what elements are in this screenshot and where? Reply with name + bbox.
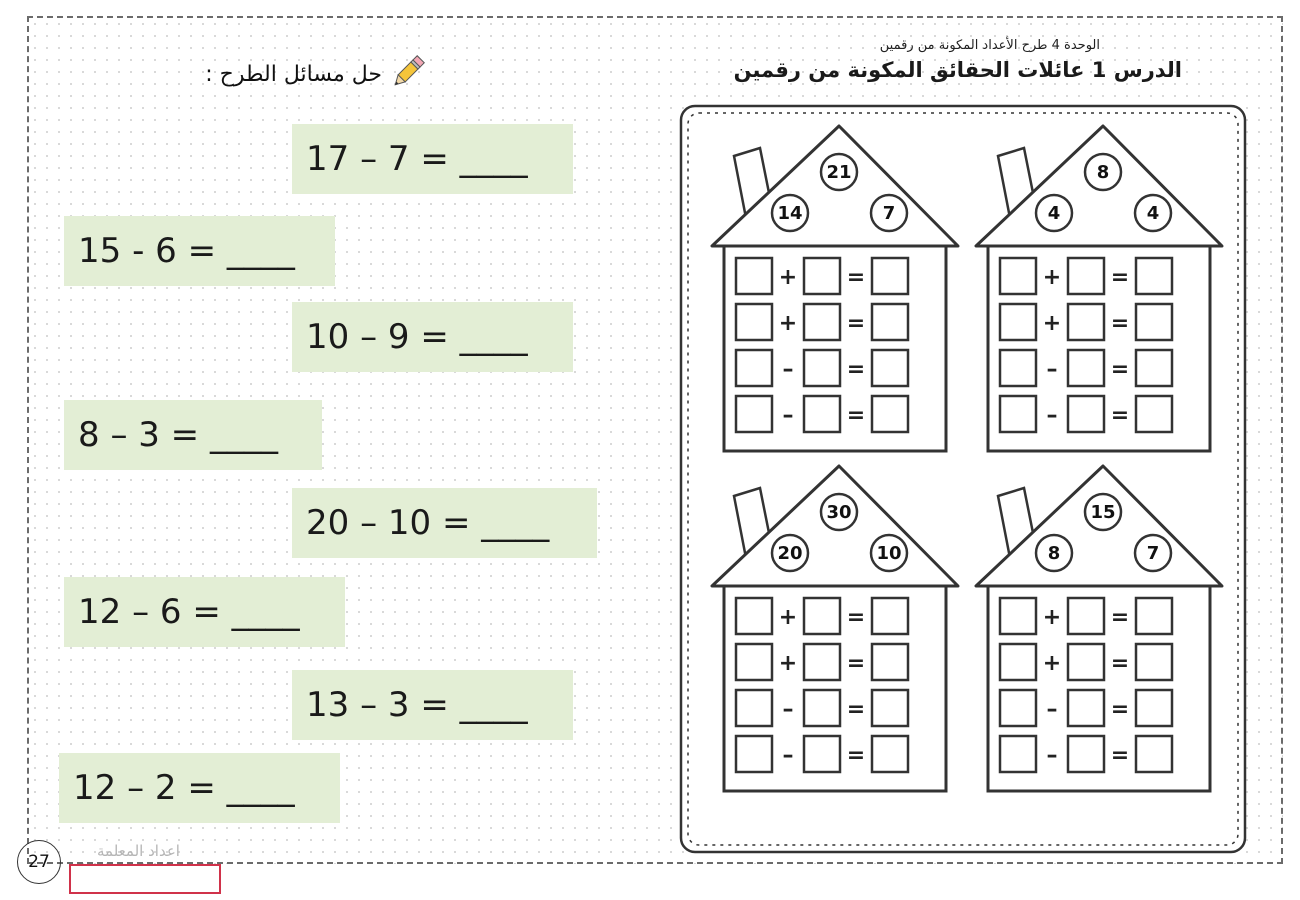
house-number-left: 14: [777, 203, 803, 224]
equals-sign: =: [846, 357, 866, 382]
addend-box[interactable]: [804, 690, 840, 726]
fact-family-houses: [672, 98, 1254, 860]
addend-box[interactable]: [804, 644, 840, 680]
page-number: 27: [17, 840, 61, 884]
instruction-text: حل مسائل الطرح :: [205, 62, 382, 87]
house-number-top: 30: [826, 502, 852, 523]
subtraction-problem[interactable]: 12 – 6 = ____: [64, 577, 345, 647]
operator-sign: +: [778, 651, 798, 676]
house-number-top: 15: [1090, 502, 1116, 523]
house-number-left: 20: [777, 543, 803, 564]
addend-box[interactable]: [1000, 644, 1036, 680]
addend-box[interactable]: [736, 598, 772, 634]
equals-sign: =: [846, 265, 866, 290]
equals-sign: =: [1110, 357, 1130, 382]
operator-sign: –: [782, 697, 794, 722]
addend-box[interactable]: [736, 644, 772, 680]
sum-box[interactable]: [872, 736, 908, 772]
addend-box[interactable]: [1068, 644, 1104, 680]
instruction: [150, 56, 440, 96]
equals-sign: =: [846, 697, 866, 722]
subtraction-problem[interactable]: 12 – 2 = ____: [59, 753, 340, 823]
sum-box[interactable]: [872, 690, 908, 726]
house-number-top: 8: [1096, 162, 1110, 183]
house-number-left: 4: [1047, 203, 1061, 224]
addend-box[interactable]: [1068, 258, 1104, 294]
addend-box[interactable]: [1000, 258, 1036, 294]
equals-sign: =: [1110, 605, 1130, 630]
sum-box[interactable]: [1136, 736, 1172, 772]
operator-sign: –: [1046, 357, 1058, 382]
addend-box[interactable]: [736, 350, 772, 386]
operator-sign: +: [1042, 605, 1062, 630]
addend-box[interactable]: [736, 736, 772, 772]
addend-box[interactable]: [1000, 736, 1036, 772]
sum-box[interactable]: [1136, 258, 1172, 294]
operator-sign: –: [782, 743, 794, 768]
equals-sign: =: [846, 651, 866, 676]
subtraction-problem[interactable]: 10 – 9 = ____: [292, 302, 573, 372]
subtraction-problem[interactable]: 13 – 3 = ____: [292, 670, 573, 740]
sum-box[interactable]: [1136, 304, 1172, 340]
sum-box[interactable]: [1136, 598, 1172, 634]
addend-box[interactable]: [804, 396, 840, 432]
pencil-icon: [388, 52, 428, 92]
addend-box[interactable]: [1068, 690, 1104, 726]
operator-sign: –: [782, 357, 794, 382]
operator-sign: –: [1046, 743, 1058, 768]
house-number-top: 21: [826, 162, 852, 183]
sum-box[interactable]: [1136, 350, 1172, 386]
operator-sign: +: [1042, 651, 1062, 676]
equals-sign: =: [1110, 265, 1130, 290]
sum-box[interactable]: [872, 304, 908, 340]
house-number-right: 4: [1146, 203, 1160, 224]
house-number-right: 7: [882, 203, 896, 224]
house-number-right: 7: [1146, 543, 1160, 564]
addend-box[interactable]: [1000, 350, 1036, 386]
equals-sign: =: [846, 743, 866, 768]
addend-box[interactable]: [736, 258, 772, 294]
addend-box[interactable]: [804, 350, 840, 386]
addend-box[interactable]: [1068, 304, 1104, 340]
addend-box[interactable]: [1068, 598, 1104, 634]
equals-sign: =: [846, 311, 866, 336]
name-box[interactable]: [69, 864, 221, 894]
addend-box[interactable]: [1068, 736, 1104, 772]
house-number-left: 8: [1047, 543, 1061, 564]
equals-sign: =: [1110, 403, 1130, 428]
addend-box[interactable]: [1000, 304, 1036, 340]
equals-sign: =: [846, 605, 866, 630]
sum-box[interactable]: [872, 258, 908, 294]
addend-box[interactable]: [736, 690, 772, 726]
subtraction-problem[interactable]: 17 – 7 = ____: [292, 124, 573, 194]
equals-sign: =: [1110, 743, 1130, 768]
addend-box[interactable]: [1000, 598, 1036, 634]
sum-box[interactable]: [1136, 644, 1172, 680]
addend-box[interactable]: [1068, 396, 1104, 432]
operator-sign: –: [1046, 697, 1058, 722]
addend-box[interactable]: [804, 736, 840, 772]
operator-sign: +: [778, 265, 798, 290]
addend-box[interactable]: [1000, 396, 1036, 432]
equals-sign: =: [1110, 311, 1130, 336]
sum-box[interactable]: [872, 598, 908, 634]
subtraction-problem[interactable]: 20 – 10 = ____: [292, 488, 597, 558]
unit-title: الوحدة 4 طرح الأعداد المكونة من رقمين: [879, 38, 1100, 53]
subtraction-problem[interactable]: 8 – 3 = ____: [64, 400, 322, 470]
operator-sign: –: [1046, 403, 1058, 428]
operator-sign: +: [778, 311, 798, 336]
addend-box[interactable]: [1000, 690, 1036, 726]
addend-box[interactable]: [804, 598, 840, 634]
addend-box[interactable]: [1068, 350, 1104, 386]
sum-box[interactable]: [872, 644, 908, 680]
sum-box[interactable]: [1136, 396, 1172, 432]
addend-box[interactable]: [804, 304, 840, 340]
sum-box[interactable]: [872, 396, 908, 432]
sum-box[interactable]: [1136, 690, 1172, 726]
operator-sign: +: [778, 605, 798, 630]
addend-box[interactable]: [804, 258, 840, 294]
lesson-title: الدرس 1 عائلات الحقائق المكونة من رقمين: [733, 58, 1182, 82]
sum-box[interactable]: [872, 350, 908, 386]
addend-box[interactable]: [736, 304, 772, 340]
teacher-credit: اعداد المعلمة: [97, 842, 180, 860]
operator-sign: –: [782, 403, 794, 428]
house-number-right: 10: [876, 543, 902, 564]
operator-sign: +: [1042, 265, 1062, 290]
operator-sign: +: [1042, 311, 1062, 336]
equals-sign: =: [1110, 697, 1130, 722]
equals-sign: =: [1110, 651, 1130, 676]
addend-box[interactable]: [736, 396, 772, 432]
subtraction-problem[interactable]: 15 - 6 = ____: [64, 216, 335, 286]
equals-sign: =: [846, 403, 866, 428]
